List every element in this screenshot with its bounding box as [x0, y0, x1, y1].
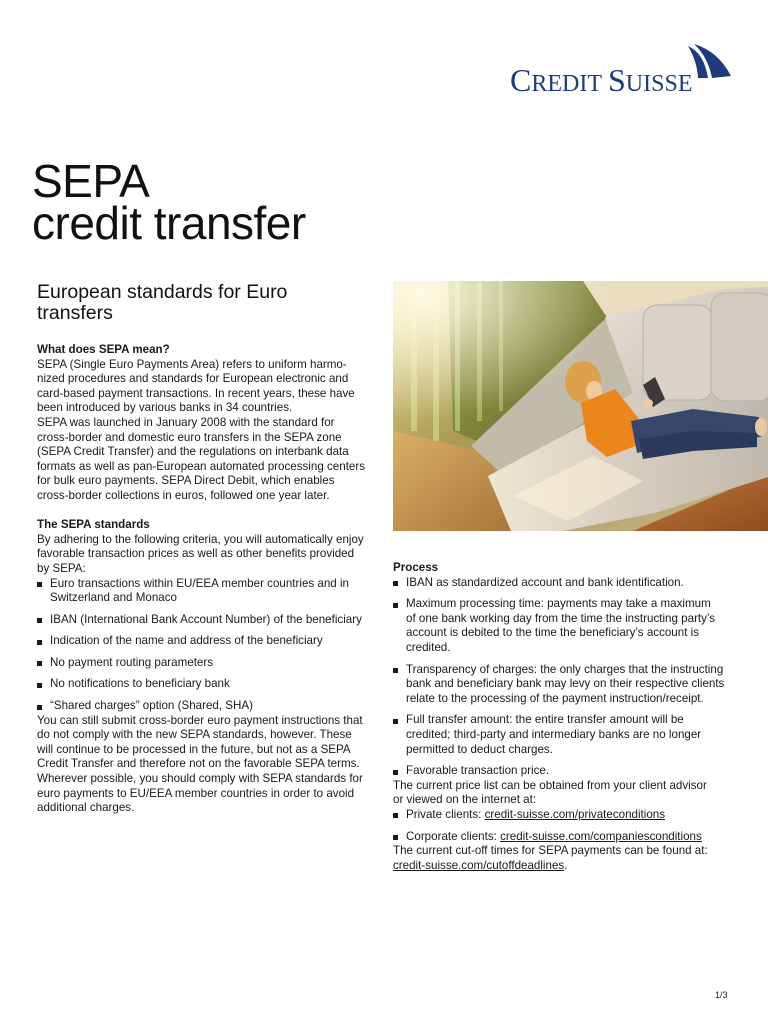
- link-suffix: .: [564, 858, 568, 872]
- paragraph: [393, 844, 758, 873]
- text-line: (SEPA Credit Transfer) and the regulations on interbank data: [37, 445, 349, 459]
- text-line: account is debited to the time the beneficiary’s account is: [406, 626, 700, 640]
- cutoff-deadlines-link[interactable]: credit-suisse.com/cutoffdeadlines: [393, 858, 565, 872]
- left-column: [37, 343, 377, 816]
- square-bullet-icon: [37, 661, 42, 666]
- logo-word: CREDIT: [510, 62, 602, 98]
- paragraph: [37, 358, 377, 416]
- list-item: [37, 677, 377, 692]
- text-line: cross-border collections in euros, followed one year later.: [37, 488, 330, 502]
- photo-illustration: [393, 281, 768, 531]
- right-column: [393, 561, 758, 873]
- text-line: additional charges.: [37, 801, 135, 815]
- credit-suisse-logo: [510, 64, 692, 100]
- subtitle-line: transfers: [37, 302, 113, 324]
- process-list: [393, 576, 758, 779]
- square-bullet-icon: [393, 581, 398, 586]
- page-number: 1/3: [715, 990, 728, 1000]
- standards-list: [37, 577, 377, 714]
- square-bullet-icon: [37, 683, 42, 688]
- square-bullet-icon: [393, 603, 398, 608]
- section-heading-process: Process: [393, 561, 439, 574]
- price-links-list: [393, 808, 758, 844]
- text-line: relate to the processing of the payment instruction/receipt.: [406, 691, 704, 705]
- list-item: [393, 663, 758, 707]
- section-heading-what-is-sepa: What does SEPA mean?: [37, 343, 170, 356]
- text-line: SEPA was launched in January 2008 with the standard for: [37, 415, 335, 429]
- photo: [393, 281, 768, 531]
- companies-conditions-link[interactable]: credit-suisse.com/companiesconditions: [500, 829, 702, 843]
- text-line: You can still submit cross-border euro payment instructions that: [37, 713, 363, 727]
- list-item: [37, 634, 377, 649]
- text-line: or viewed on the internet at:: [393, 793, 537, 807]
- square-bullet-icon: [37, 582, 42, 587]
- text-line: The current price list can be obtained from your client advisor: [393, 778, 707, 792]
- list-item: [37, 577, 377, 606]
- text-line: euro payments to EU/EEA member countries in order to avoid: [37, 786, 355, 800]
- text-line: permitted to deduct charges.: [406, 742, 553, 756]
- list-item: [393, 764, 758, 779]
- square-bullet-icon: [393, 770, 398, 775]
- text-line: IBAN as standardized account and bank identification.: [406, 575, 684, 589]
- text-line: card-based payment transactions. In recent years, these have: [37, 386, 355, 400]
- square-bullet-icon: [393, 668, 398, 673]
- text-line: [393, 859, 758, 874]
- list-item: [37, 613, 377, 628]
- text-line: of one bank working day from the time the instructing party’s: [406, 611, 716, 625]
- text-line: will continue to be processed in the future, but not as a SEPA: [37, 742, 351, 756]
- text-line: Maximum processing time: payments may take a maximum: [406, 597, 711, 611]
- text-line: do not comply with the new SEPA standards, however. These: [37, 728, 352, 742]
- list-item: [393, 713, 758, 757]
- text-line: nized procedures and standards for European electronic and: [37, 372, 349, 386]
- text-line: [406, 830, 758, 845]
- list-item: [37, 699, 377, 714]
- paragraph: [37, 533, 377, 577]
- text-line: Full transfer amount: the entire transfer amount will be: [406, 713, 684, 727]
- section-heading-sepa-standards: The SEPA standards: [37, 518, 150, 532]
- text-line: bank and beneficiary bank may levy on their respective clients: [406, 677, 725, 691]
- text-line: “Shared charges” option (Shared, SHA): [50, 699, 253, 713]
- paragraph: [37, 714, 377, 816]
- text-line: credited; third-party and intermediary banks are no longer: [406, 727, 702, 741]
- page-subtitle: [37, 282, 287, 324]
- square-bullet-icon: [393, 835, 398, 840]
- text-line: for bulk euro payments. SEPA Direct Debit, which enables: [37, 474, 335, 488]
- text-line: By adhering to the following criteria, you will automatically enjoy: [37, 532, 364, 546]
- text-line: been introduced by various banks in 34 countries.: [37, 401, 293, 415]
- text-line: SEPA (Single Euro Payments Area) refers to uniform harmo-: [37, 357, 347, 371]
- subtitle-line: European standards for Euro: [37, 281, 288, 303]
- text-line: Transparency of charges: the only charges that the instructing: [406, 662, 724, 676]
- text-line: IBAN (International Bank Account Number) of the beneficiary: [50, 612, 362, 626]
- text-line: Wherever possible, you should comply with SEPA standards for: [37, 772, 363, 786]
- text-line: credited.: [406, 640, 451, 654]
- sun-glare: [393, 281, 768, 531]
- text-line: No payment routing parameters: [50, 655, 214, 669]
- link-label: Corporate clients:: [406, 829, 497, 843]
- square-bullet-icon: [37, 640, 42, 645]
- text-line: favorable transaction prices as well as other benefits provided: [37, 547, 355, 561]
- text-line: Favorable transaction price.: [406, 764, 550, 778]
- logo-word: SUISSE: [608, 62, 693, 98]
- square-bullet-icon: [393, 719, 398, 724]
- page-title: [32, 155, 306, 249]
- list-item: [393, 830, 758, 845]
- list-item: [37, 656, 377, 671]
- title-line: credit transfer: [32, 197, 306, 249]
- text-line: formats as well as pan-European automated processing centers: [37, 459, 366, 473]
- paragraph: [393, 779, 758, 808]
- text-line: [406, 808, 758, 823]
- list-item: [393, 597, 758, 655]
- paragraph: [37, 416, 377, 504]
- text-line: cross-border and domestic euro transfers in the SEPA zone: [37, 430, 342, 444]
- text-line: Switzerland and Monaco: [50, 591, 177, 605]
- square-bullet-icon: [393, 813, 398, 818]
- private-conditions-link[interactable]: credit-suisse.com/privateconditions: [484, 807, 666, 821]
- text-line: The current cut-off times for SEPA payments can be found at:: [393, 844, 708, 858]
- list-item: [393, 808, 758, 823]
- text-line: Credit Transfer and therefore not on the favorable SEPA terms.: [37, 757, 360, 771]
- title-line: SEPA: [32, 155, 150, 207]
- square-bullet-icon: [37, 618, 42, 623]
- square-bullet-icon: [37, 705, 42, 710]
- text-line: Indication of the name and address of the beneficiary: [50, 634, 323, 648]
- list-item: [393, 576, 758, 591]
- text-line: by SEPA:: [37, 561, 86, 575]
- text-line: No notifications to beneficiary bank: [50, 677, 230, 691]
- text-line: Euro transactions within EU/EEA member countries and in: [50, 576, 350, 590]
- link-label: Private clients:: [406, 807, 482, 821]
